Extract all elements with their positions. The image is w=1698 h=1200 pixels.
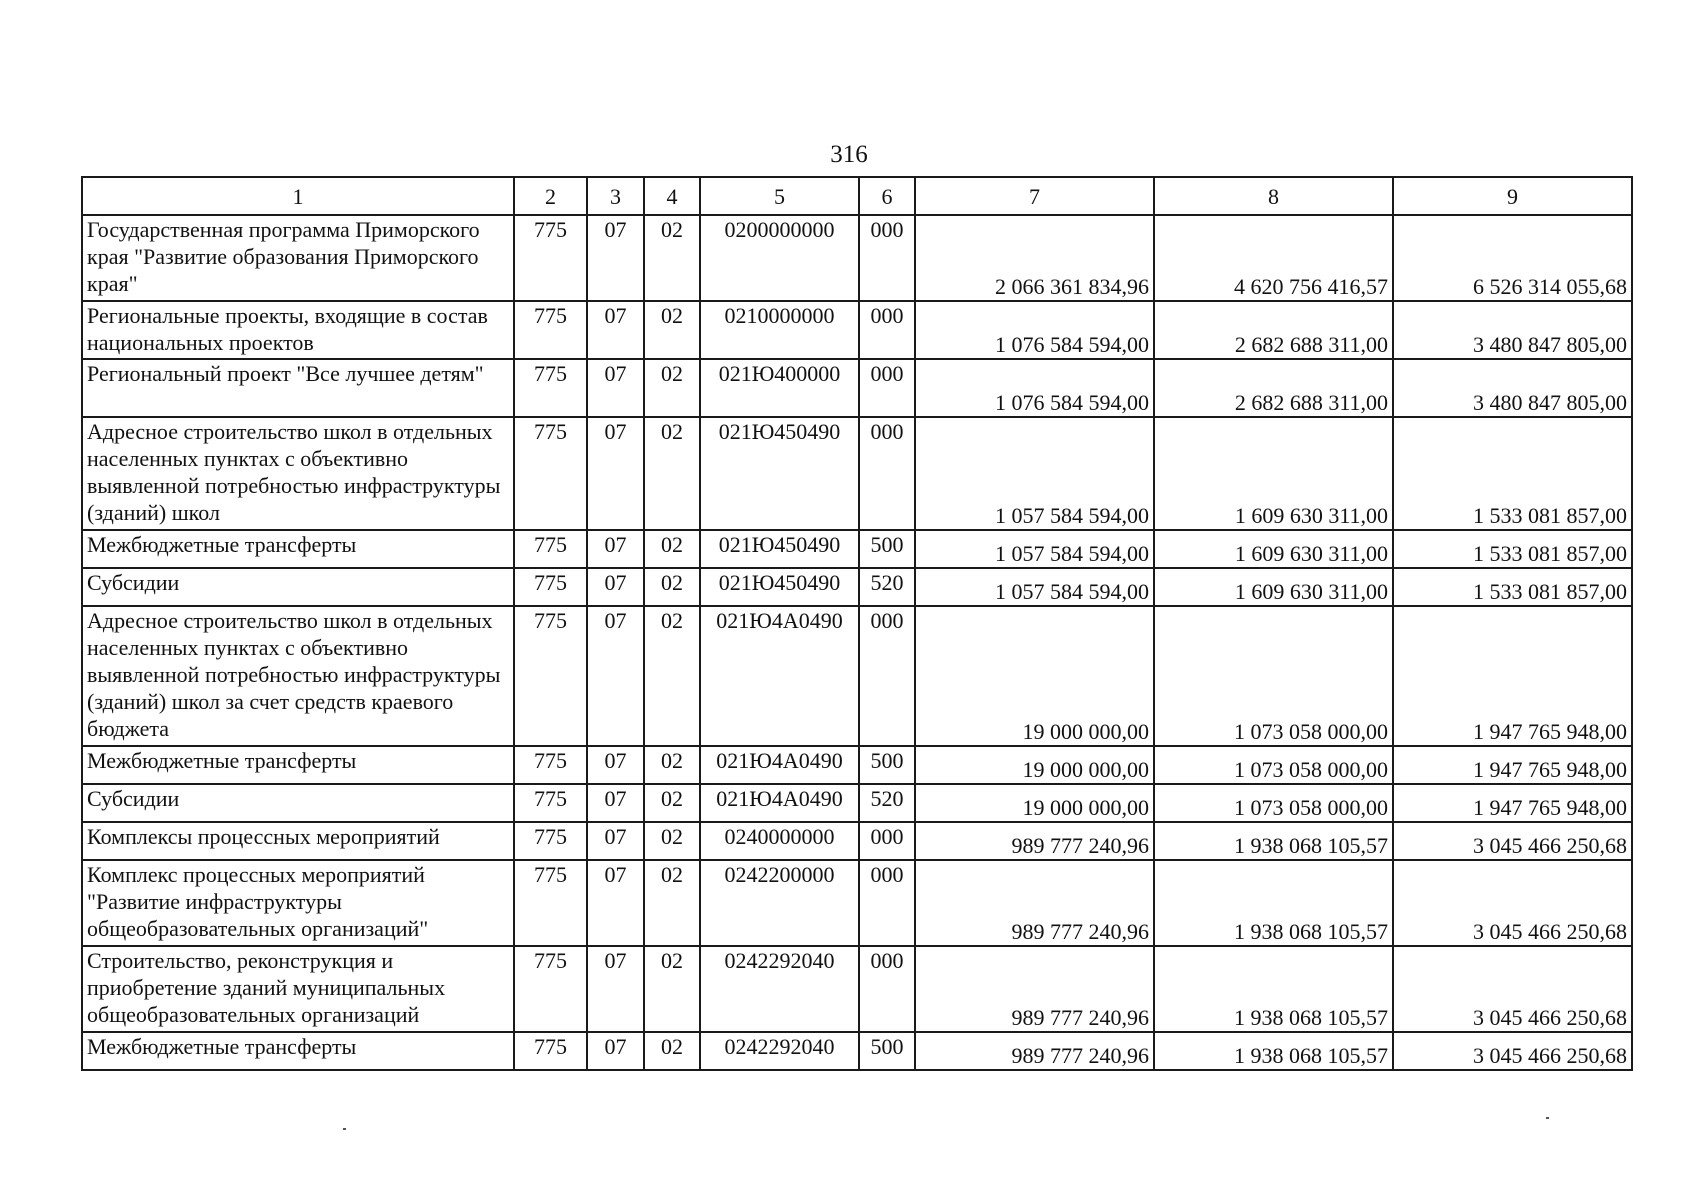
cell-col-5: 0210000000 [700, 301, 859, 359]
cell-col-2: 775 [514, 784, 587, 822]
amount-col-9: 1 533 081 857,00 [1393, 417, 1632, 530]
amount-col-7: 1 076 584 594,00 [915, 359, 1154, 417]
amount-col-8: 1 938 068 105,57 [1154, 860, 1393, 946]
table-row [82, 1032, 1632, 1070]
cell-col-5: 0240000000 [700, 822, 859, 860]
row-name: Государственная программа Приморского края "Развитие образования Приморского края" [82, 215, 514, 301]
row-name: Комплекс процессных мероприятий "Развитие инфраструктуры общеобразовательных организаций" [82, 860, 514, 946]
amount-col-7: 1 057 584 594,00 [915, 417, 1154, 530]
cell-col-2: 775 [514, 606, 587, 746]
cell-col-4: 02 [644, 301, 700, 359]
cell-col-6: 500 [859, 530, 915, 568]
cell-col-6: 000 [859, 417, 915, 530]
cell-col-5: 021Ю4А0490 [700, 746, 859, 784]
amount-col-8: 1 938 068 105,57 [1154, 1032, 1393, 1070]
cell-col-6: 000 [859, 822, 915, 860]
cell-col-3: 07 [587, 946, 644, 1032]
amount-col-9: 1 947 765 948,00 [1393, 784, 1632, 822]
budget-table [81, 176, 1633, 1071]
scan-speck [1546, 1117, 1549, 1119]
cell-col-2: 775 [514, 417, 587, 530]
row-name: Субсидии [82, 784, 514, 822]
cell-col-5: 021Ю4А0490 [700, 606, 859, 746]
cell-col-2: 775 [514, 568, 587, 606]
cell-col-3: 07 [587, 359, 644, 417]
amount-col-7: 19 000 000,00 [915, 606, 1154, 746]
amount-col-7: 1 057 584 594,00 [915, 568, 1154, 606]
table-row [82, 215, 1632, 301]
table-row [82, 606, 1632, 746]
cell-col-6: 500 [859, 1032, 915, 1070]
amount-col-7: 2 066 361 834,96 [915, 215, 1154, 301]
cell-col-3: 07 [587, 606, 644, 746]
header-row [82, 177, 1632, 215]
amount-col-7: 19 000 000,00 [915, 746, 1154, 784]
cell-col-3: 07 [587, 568, 644, 606]
cell-col-6: 000 [859, 606, 915, 746]
table-row [82, 860, 1632, 946]
amount-col-7: 1 076 584 594,00 [915, 301, 1154, 359]
cell-col-2: 775 [514, 746, 587, 784]
amount-col-9: 3 045 466 250,68 [1393, 860, 1632, 946]
table-row [82, 568, 1632, 606]
cell-col-3: 07 [587, 822, 644, 860]
amount-col-9: 3 045 466 250,68 [1393, 1032, 1632, 1070]
column-header-9: 9 [1393, 177, 1632, 215]
cell-col-6: 000 [859, 946, 915, 1032]
amount-col-9: 3 045 466 250,68 [1393, 822, 1632, 860]
column-header-8: 8 [1154, 177, 1393, 215]
column-header-5: 5 [700, 177, 859, 215]
amount-col-8: 1 073 058 000,00 [1154, 606, 1393, 746]
cell-col-5: 021Ю450490 [700, 417, 859, 530]
row-name: Адресное строительство школ в отдельных населенных пунктах с объективно выявленной потребностью инфраструктуры (зданий) школ [82, 417, 514, 530]
column-header-1: 1 [82, 177, 514, 215]
cell-col-4: 02 [644, 359, 700, 417]
cell-col-6: 000 [859, 301, 915, 359]
column-header-7: 7 [915, 177, 1154, 215]
cell-col-4: 02 [644, 530, 700, 568]
cell-col-2: 775 [514, 215, 587, 301]
cell-col-6: 500 [859, 746, 915, 784]
row-name: Адресное строительство школ в отдельных населенных пунктах с объективно выявленной потребностью инфраструктуры (зданий) школ за счет средств краевого бюджета [82, 606, 514, 746]
cell-col-4: 02 [644, 417, 700, 530]
cell-col-3: 07 [587, 860, 644, 946]
page-number: 316 [830, 141, 868, 168]
cell-col-2: 775 [514, 359, 587, 417]
table-row [82, 359, 1632, 417]
cell-col-2: 775 [514, 301, 587, 359]
cell-col-6: 520 [859, 784, 915, 822]
column-header-3: 3 [587, 177, 644, 215]
cell-col-6: 000 [859, 215, 915, 301]
cell-col-4: 02 [644, 946, 700, 1032]
amount-col-8: 1 609 630 311,00 [1154, 417, 1393, 530]
row-name: Строительство, реконструкция и приобретение зданий муниципальных общеобразовательных организаций [82, 946, 514, 1032]
cell-col-2: 775 [514, 822, 587, 860]
table-row [82, 784, 1632, 822]
amount-col-9: 3 480 847 805,00 [1393, 359, 1632, 417]
row-name: Межбюджетные трансферты [82, 746, 514, 784]
cell-col-2: 775 [514, 946, 587, 1032]
cell-col-6: 520 [859, 568, 915, 606]
row-name: Субсидии [82, 568, 514, 606]
amount-col-7: 989 777 240,96 [915, 860, 1154, 946]
amount-col-8: 2 682 688 311,00 [1154, 301, 1393, 359]
amount-col-8: 4 620 756 416,57 [1154, 215, 1393, 301]
cell-col-4: 02 [644, 822, 700, 860]
table-body [82, 215, 1632, 1070]
cell-col-5: 021Ю4А0490 [700, 784, 859, 822]
cell-col-5: 0200000000 [700, 215, 859, 301]
table-row [82, 417, 1632, 530]
cell-col-4: 02 [644, 568, 700, 606]
amount-col-8: 1 609 630 311,00 [1154, 530, 1393, 568]
column-header-6: 6 [859, 177, 915, 215]
cell-col-3: 07 [587, 215, 644, 301]
cell-col-5: 0242200000 [700, 860, 859, 946]
amount-col-7: 989 777 240,96 [915, 1032, 1154, 1070]
amount-col-9: 3 480 847 805,00 [1393, 301, 1632, 359]
cell-col-3: 07 [587, 1032, 644, 1070]
column-header-2: 2 [514, 177, 587, 215]
cell-col-3: 07 [587, 417, 644, 530]
amount-col-8: 1 609 630 311,00 [1154, 568, 1393, 606]
amount-col-7: 1 057 584 594,00 [915, 530, 1154, 568]
amount-col-7: 19 000 000,00 [915, 784, 1154, 822]
cell-col-6: 000 [859, 359, 915, 417]
column-header-4: 4 [644, 177, 700, 215]
cell-col-3: 07 [587, 301, 644, 359]
cell-col-6: 000 [859, 860, 915, 946]
row-name: Комплексы процессных мероприятий [82, 822, 514, 860]
cell-col-5: 021Ю450490 [700, 530, 859, 568]
table-row [82, 946, 1632, 1032]
amount-col-8: 2 682 688 311,00 [1154, 359, 1393, 417]
cell-col-2: 775 [514, 860, 587, 946]
amount-col-9: 1 533 081 857,00 [1393, 530, 1632, 568]
cell-col-4: 02 [644, 606, 700, 746]
amount-col-8: 1 073 058 000,00 [1154, 746, 1393, 784]
amount-col-7: 989 777 240,96 [915, 946, 1154, 1032]
table-row [82, 530, 1632, 568]
cell-col-4: 02 [644, 1032, 700, 1070]
amount-col-9: 6 526 314 055,68 [1393, 215, 1632, 301]
cell-col-4: 02 [644, 746, 700, 784]
cell-col-5: 021Ю400000 [700, 359, 859, 417]
cell-col-4: 02 [644, 860, 700, 946]
cell-col-3: 07 [587, 530, 644, 568]
table-row [82, 746, 1632, 784]
cell-col-5: 0242292040 [700, 946, 859, 1032]
amount-col-8: 1 938 068 105,57 [1154, 822, 1393, 860]
amount-col-9: 3 045 466 250,68 [1393, 946, 1632, 1032]
table-row [82, 822, 1632, 860]
amount-col-8: 1 073 058 000,00 [1154, 784, 1393, 822]
amount-col-9: 1 533 081 857,00 [1393, 568, 1632, 606]
amount-col-9: 1 947 765 948,00 [1393, 606, 1632, 746]
cell-col-2: 775 [514, 530, 587, 568]
row-name: Региональный проект "Все лучшее детям" [82, 359, 514, 417]
amount-col-8: 1 938 068 105,57 [1154, 946, 1393, 1032]
row-name: Региональные проекты, входящие в состав национальных проектов [82, 301, 514, 359]
cell-col-4: 02 [644, 215, 700, 301]
cell-col-5: 021Ю450490 [700, 568, 859, 606]
cell-col-5: 0242292040 [700, 1032, 859, 1070]
scan-speck [343, 1128, 346, 1130]
row-name: Межбюджетные трансферты [82, 530, 514, 568]
cell-col-3: 07 [587, 784, 644, 822]
amount-col-7: 989 777 240,96 [915, 822, 1154, 860]
amount-col-9: 1 947 765 948,00 [1393, 746, 1632, 784]
cell-col-4: 02 [644, 784, 700, 822]
cell-col-2: 775 [514, 1032, 587, 1070]
row-name: Межбюджетные трансферты [82, 1032, 514, 1070]
table-row [82, 301, 1632, 359]
cell-col-3: 07 [587, 746, 644, 784]
